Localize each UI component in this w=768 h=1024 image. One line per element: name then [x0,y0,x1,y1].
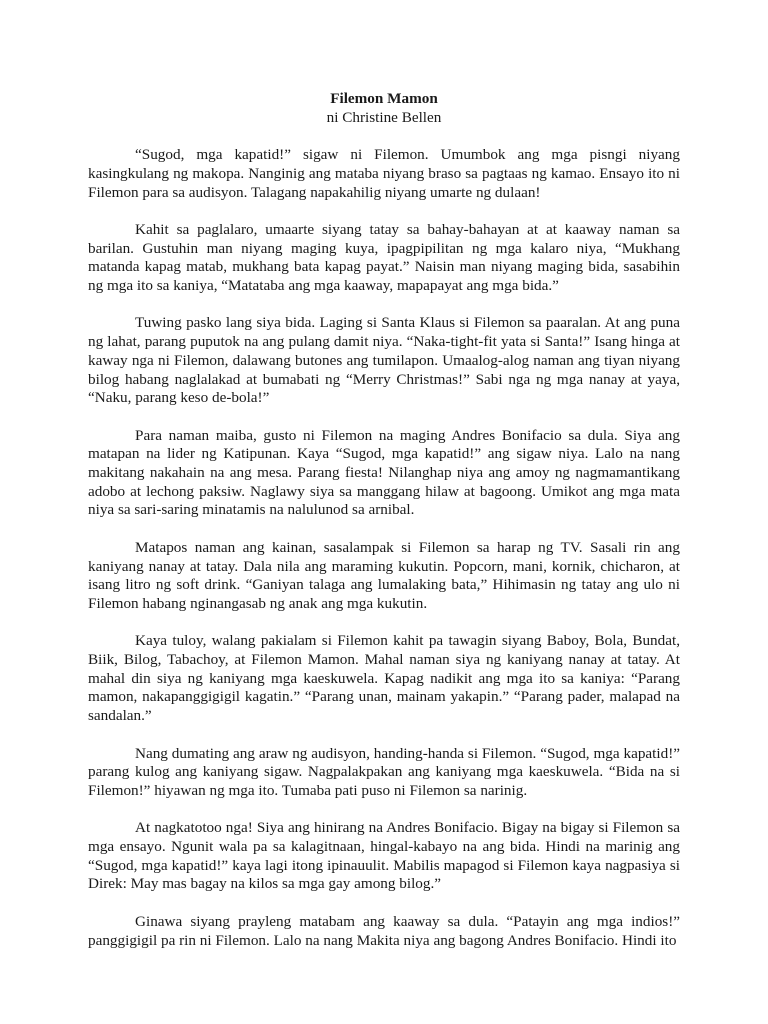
paragraph-8: At nagkatotoo nga! Siya ang hinirang na Andres Bonifacio. Bigay na bigay si Filemon sa mga ensayo. Ngunit wala pa sa kalagitnaan, hingal-kabayo na ang bida. Hindi na marinig ang “Sugod, mga kapatid!” kaya lagi itong ipinauulit. Mabilis mapagod si Filemon kaya nagpasiya si Direk: May mas bagay na kilos sa mga gay among bilog.” [88,819,680,893]
paragraph-3: Tuwing pasko lang siya bida. Laging si Santa Klaus si Filemon sa paaralan. At ang puna ng lahat, parang puputok na ang pulang damit niya. “Naka-tight-fit yata si Santa!” Isang hinga at kaway nga ni Filemon, dalawang butones ang tumilapon. Umaalog-alog naman ang tiyan niyang bilog habang naglalakad at bumabati ng “Merry Christmas!” Sabi nga ng mga nanay at yaya, “Naku, parang keso de-bola!” [88,314,680,407]
story-title: Filemon Mamon [330,90,438,107]
paragraph-5: Matapos naman ang kainan, sasalampak si Filemon sa harap ng TV. Sasali rin ang kaniyang nanay at tatay. Dala nila ang maraming kukutin. Popcorn, mani, kornik, chicharon, at isang litro ng soft drink. “Ganiyan talaga ang lumalaking bata,” Hihimasin ng tatay ang ulo ni Filemon habang nginangasab ng anak ang mga kukutin. [88,538,680,612]
paragraph-4: Para naman maiba, gusto ni Filemon na maging Andres Bonifacio sa dula. Siya ang matapan na lider ng Katipunan. Kaya “Sugod, mga kapatid!” ang sigaw niya. Lalo na nang makitang nakahain na ang mesa. Parang fiesta! Nilanghap niya ang amoy ng nagmamantikang adobo at lechong paksiw. Naglawy siya sa manggang hilaw at bagoong. Umikot ang mga mata niya sa sari-saring minatamis na nalulunod sa arnibal. [88,426,680,519]
paragraph-7: Nang dumating ang araw ng audisyon, handing-handa si Filemon. “Sugod, mga kapatid!” parang kulog ang kaniyang sigaw. Nagpalakpakan ang kaniyang mga kaeskuwela. “Bida na si Filemon!” hiyawan ng mga ito. Tumaba pati puso ni Filemon sa narinig. [88,744,680,799]
document-body [88,90,680,969]
story-author: ni Christine Bellen [326,108,442,126]
paragraph-1: “Sugod, mga kapatid!” sigaw ni Filemon. Umumbok ang mga pisngi niyang kasingkulang ng makopa. Nanginig ang mataba niyang braso sa pagtaas ng kamao. Ensayo ito ni Filemon para sa audisyon. Talagang napakahilig niyang umarte ng dulaan! [88,146,680,201]
paragraph-2: Kahit sa paglalaro, umaarte siyang tatay sa bahay-bahayan at at kaaway naman sa barilan. Gustuhin man niyang maging kuya, ipagpipilitan ng mga kalaro niya, “Mukhang matanda kapag matab, mukhang bata kapag payat.” Naisin man niyang maging bida, sasabihin ng mga ito sa kaniya, “Matataba ang mga kaaway, mapapayat ang mga bida.” [88,220,680,294]
paragraph-9: Ginawa siyang prayleng matabam ang kaaway sa dula. “Patayin ang mga indios!” panggigigil pa rin ni Filemon. Lalo na nang Makita niya ang bagong Andres Bonifacio. Hindi ito [88,912,680,949]
paragraph-6: Kaya tuloy, walang pakialam si Filemon kahit pa tawagin siyang Baboy, Bola, Bundat, Biik, Bilog, Tabachoy, at Filemon Mamon. Mahal naman siya ng kaniyang nanay at tatay. At mahal din siya ng kaniyang mga kaeskuwela. Kapag nadikit ang mga ito sa kaniya: “Parang mamon, nakapanggigigil kagatin.” “Parang unan, mainam yakapin.” “Parang pader, malapad na sandalan.” [88,632,680,725]
